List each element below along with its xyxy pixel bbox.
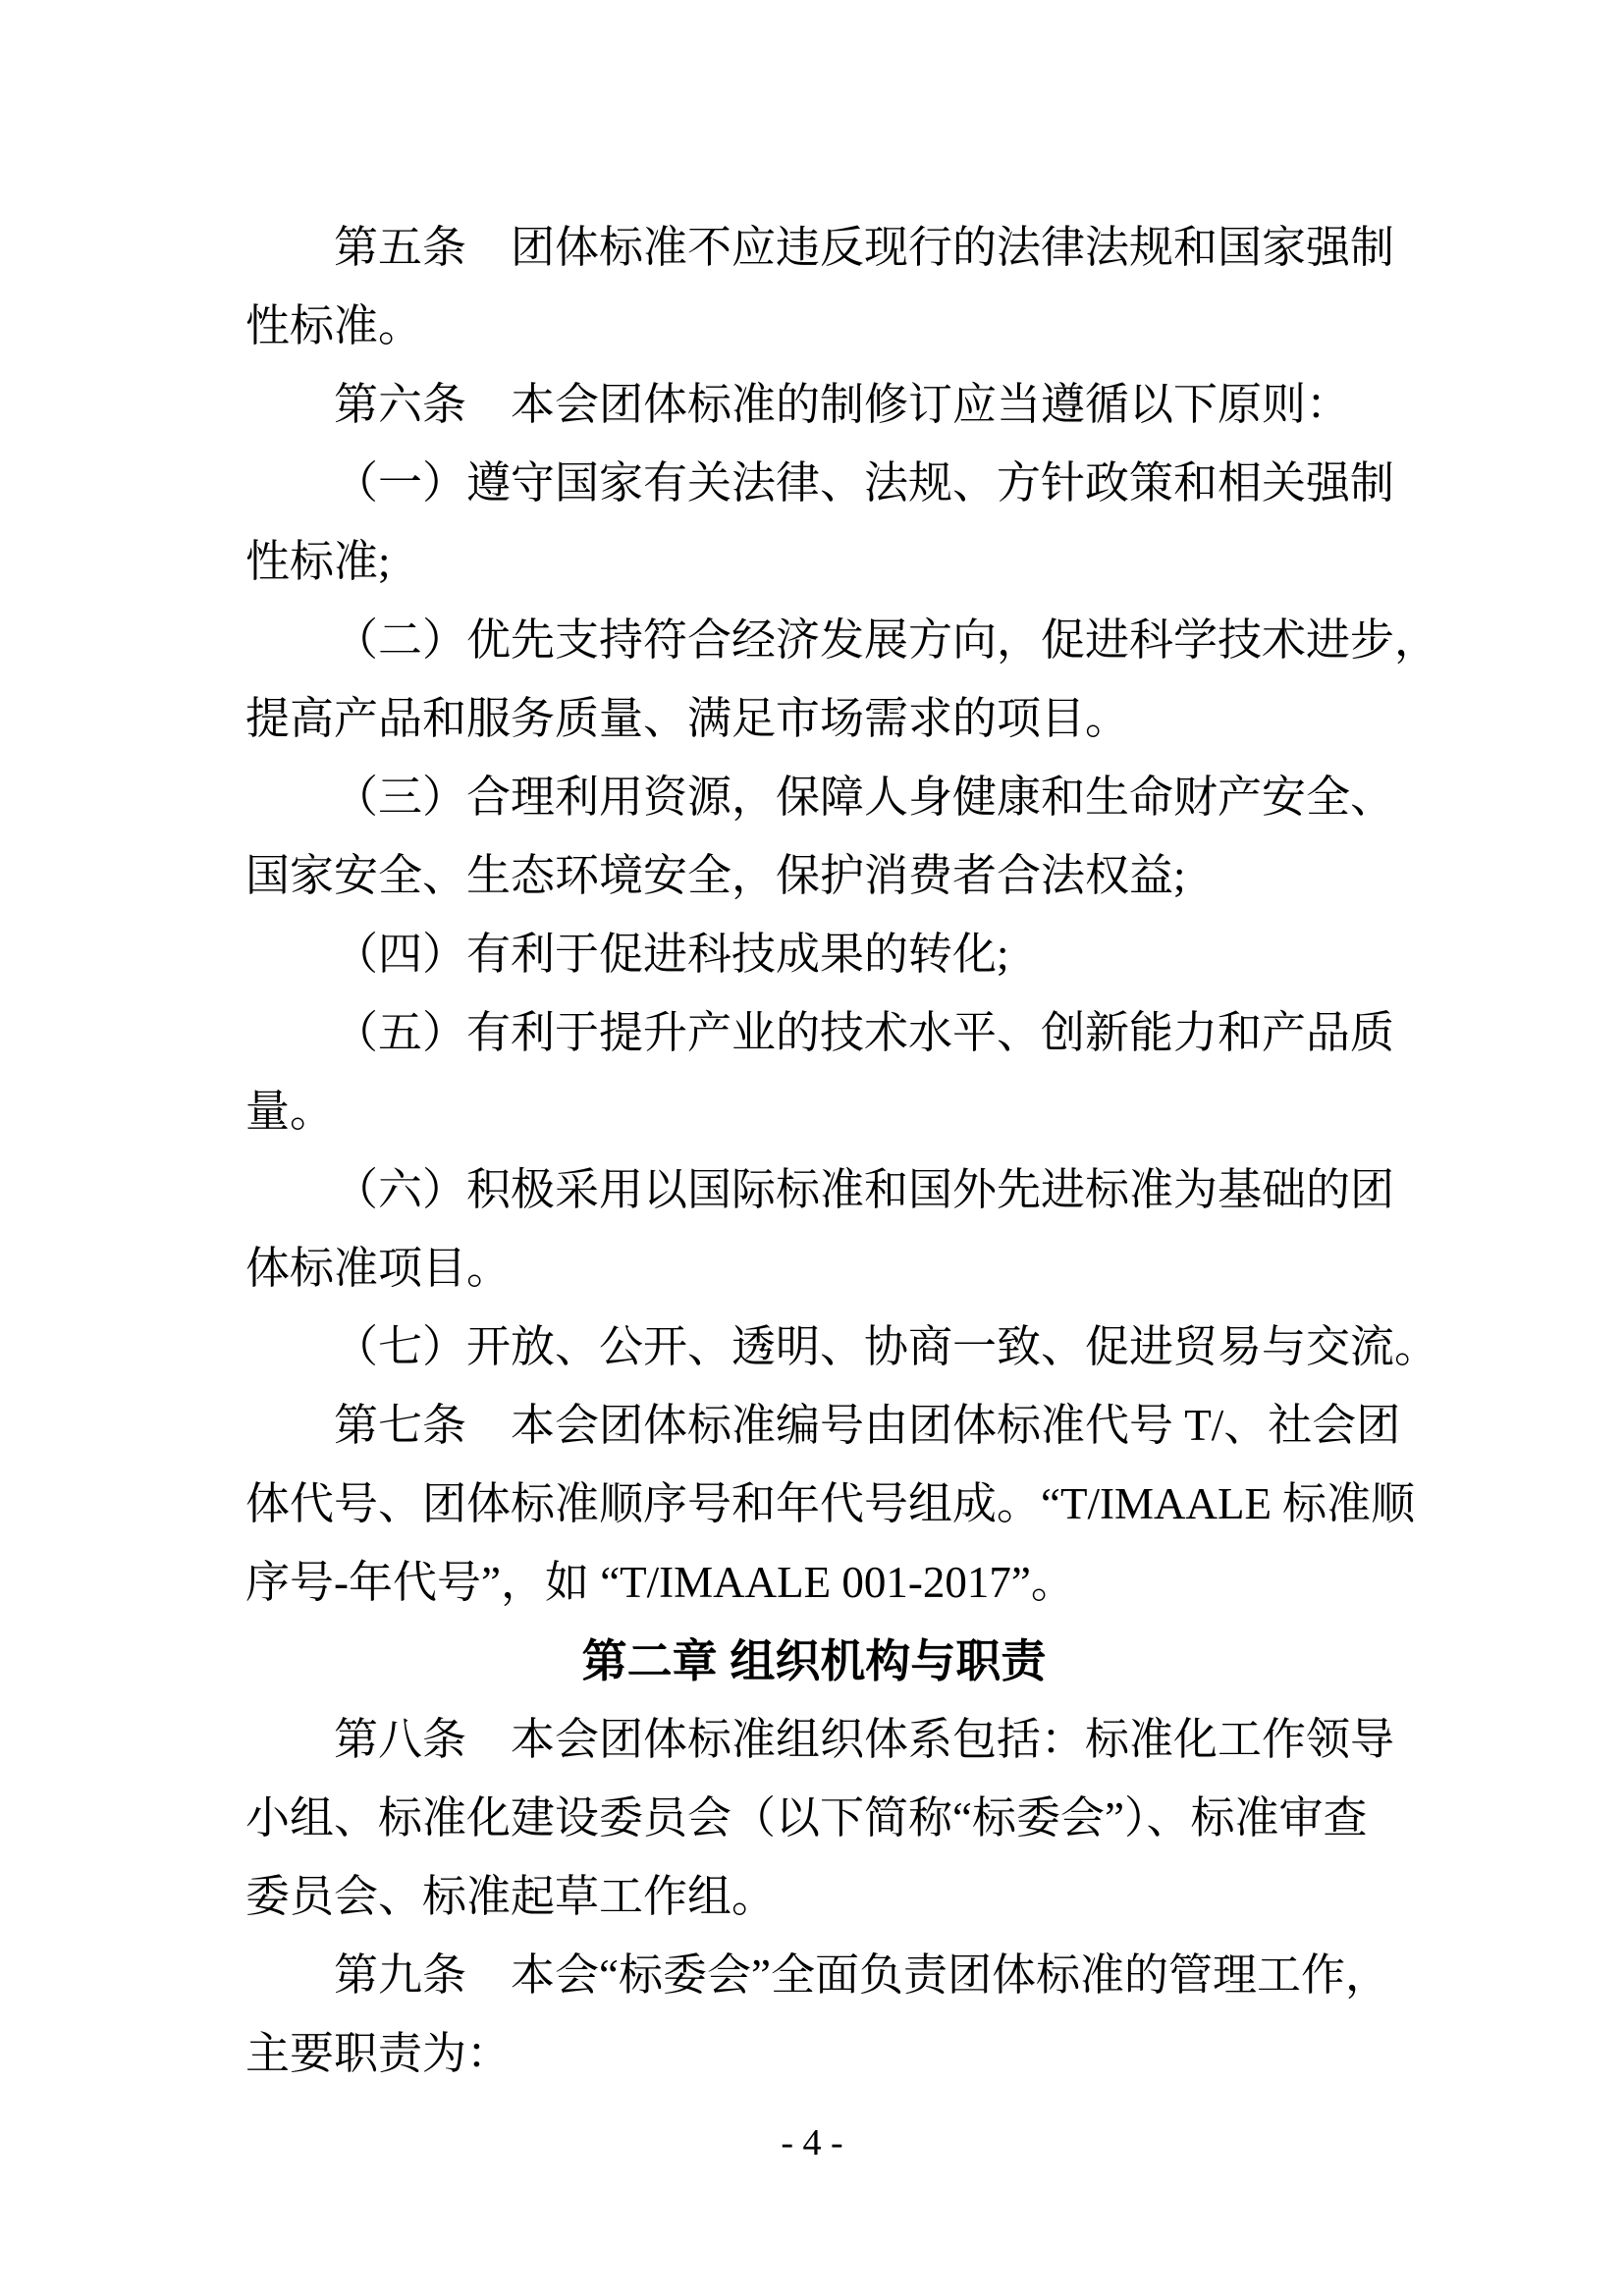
text-line: 性标准; (245, 537, 391, 586)
text-line: （二）优先支持符合经济发展方向，促进科学技术进步， (334, 615, 1439, 665)
text-line: 小组、标准化建设委员会（以下简称“标委会”）、标准审查 (245, 1793, 1368, 1842)
text-line: （六）积极采用以国际标准和国外先进标准为基础的团 (334, 1165, 1395, 1214)
text-line: （五）有利于提升产业的技术水平、创新能力和产品质 (334, 1008, 1395, 1057)
text-line: 体代号、团体标准顺序号和年代号组成。“T/IMAALE 标准顺 (245, 1479, 1416, 1528)
text-line: 量。 (245, 1087, 335, 1136)
text-line: 第七条 本会团体标准编号由团体标准代号 T/、社会团 (334, 1401, 1401, 1450)
page-footer (0, 2116, 1624, 2169)
text-line: 委员会、标准起草工作组。 (245, 1872, 777, 1921)
text-line: 第五条 团体标准不应违反现行的法律法规和国家强制 (334, 223, 1395, 272)
text-line: （三）合理利用资源，保障人身健康和生命财产安全、 (334, 773, 1395, 822)
text-line: 提高产品和服务质量、满足市场需求的项目。 (245, 694, 1130, 743)
text-line: 序号-年代号”，如 “T/IMAALE 001-2017”。 (245, 1558, 1075, 1607)
text-line: 国家安全、生态环境安全，保护消费者合法权益; (245, 851, 1186, 900)
text-line: （四）有利于促进科技成果的转化; (334, 930, 1009, 979)
text-line: （七）开放、公开、透明、协商一致、促进贸易与交流。 (334, 1322, 1439, 1371)
text-line: 主要职责为： (245, 2029, 512, 2078)
text-line: （一）遵守国家有关法律、法规、方针政策和相关强制 (334, 458, 1395, 507)
text-line: 第六条 本会团体标准的制修订应当遵循以下原则： (334, 380, 1351, 429)
text-line: 第八条 本会团体标准组织体系包括：标准化工作领导 (334, 1715, 1395, 1764)
text-line: 体标准项目。 (245, 1244, 512, 1293)
text-line: 性标准。 (245, 301, 423, 350)
text-line: 第九条 本会“标委会”全面负责团体标准的管理工作， (334, 1950, 1389, 2000)
document-body (245, 208, 1439, 2093)
page-number: - 4 - (781, 2122, 843, 2163)
chapter-heading: 第二章 组织机构与职责 (581, 1635, 1047, 1686)
